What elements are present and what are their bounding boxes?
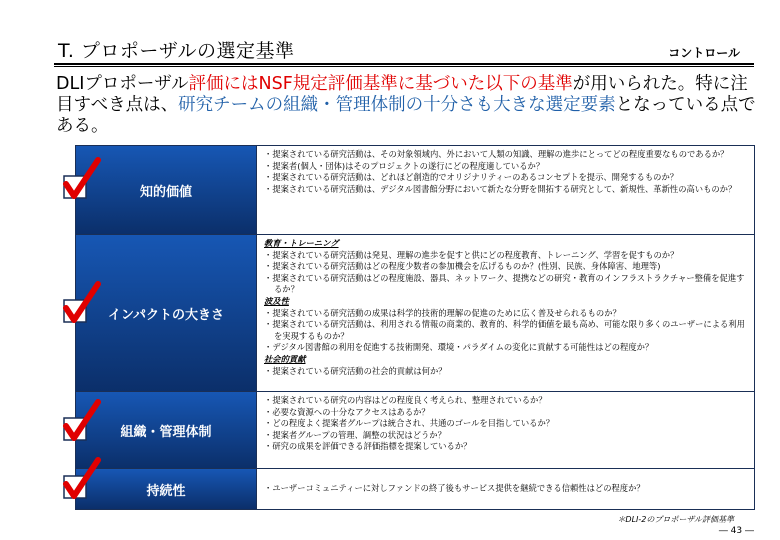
- section-label: コントロール: [668, 46, 740, 60]
- check-icon: [58, 156, 106, 204]
- criteria-item: ・ 提案されている研究活動の社会的貢献は何か？: [264, 366, 748, 378]
- criteria-item: ・ ユーザーコミュニティーに対しファンドの終了後もサービス提供を継続できる信頼性はどの程度か？: [264, 483, 645, 495]
- criteria-item: ・ 提案されている研究活動は、その対象領域内、外において人類の知識、理解の進歩にとってどの程度重要なものであるか？: [264, 149, 748, 161]
- criteria-name: インパクトの大きさ: [76, 235, 256, 391]
- page-number: ― 43 ―: [718, 526, 754, 536]
- criteria-item: ・ 提案者(個人・団体)はそのプロジェクトの遂行にどの程度適しているか？: [264, 161, 748, 173]
- criteria-row-sustainability: [76, 468, 754, 509]
- check-icon: [58, 456, 106, 504]
- criteria-item: ・ どの程度よく提案者グループは統合され、共通のゴールを目指しているか？: [264, 418, 748, 430]
- criteria-name: 知的価値: [76, 146, 256, 234]
- criteria-item: ・ 提案されている研究活動はどの程度少数者の参加機会を広げるものか？(性別、民族、身体障害、地理等): [264, 261, 748, 273]
- criteria-name: 持続性: [76, 469, 256, 509]
- criteria-name: 組織・管理体制: [76, 392, 256, 468]
- criteria-description: [256, 392, 754, 468]
- criteria-row-intellectual: [76, 146, 754, 234]
- criteria-item: ・ デジタル図書館の利用を促進する技術開発、環境・パラダイムの変化に貢献する可能性はどの程度か？: [264, 342, 748, 354]
- headline-part1: DLIプロポーザル: [56, 74, 189, 94]
- subheading: 波及性: [264, 295, 289, 306]
- headline: [56, 74, 761, 137]
- check-icon: [58, 398, 106, 446]
- subheading: 社会的貢献: [264, 353, 306, 364]
- criteria-item: ・ 提案者グループの管理、調整の状況はどうか？: [264, 430, 748, 442]
- criteria-item: ・ 提案されている研究の内容はどの程度良く考えられ、整理されているか？: [264, 395, 748, 407]
- title-rule-thin: [54, 66, 754, 67]
- criteria-row-organization: [76, 391, 754, 468]
- criteria-item: ・ 研究の成果を評価できる評価指標を提案しているか？: [264, 441, 748, 453]
- criteria-row-impact: [76, 234, 754, 391]
- check-icon: [58, 280, 106, 328]
- criteria-item: ・ 提案されている研究活動は、デジタル図書館分野において新たな分野を開拓する研究として、新規性、革新性の高いものか？: [264, 184, 748, 196]
- headline-part5: となっている点である。: [56, 95, 756, 136]
- criteria-item: ・ 提案されている研究活動は、利用される情報の商業的、教育的、科学的価値を最も高め、可能な限り多くのユーザーによる利用を実現するものか？: [264, 319, 748, 342]
- criteria-item: ・ 提案されている研究活動はどの程度施設、器具、ネットワーク、提携などの研究・教育のインフラストラクチャー整備を促進するか？: [264, 273, 748, 296]
- headline-part3: が用いられた。特に注目すべき点は、: [56, 74, 748, 115]
- criteria-item: ・ 必要な資源への十分なアクセスはあるか？: [264, 407, 748, 419]
- criteria-item: ・ 提案されている研究活動は、どれほど創造的でオリジナリティーのあるコンセプトを提示、開発するものか？: [264, 172, 748, 184]
- criteria-table: [75, 145, 755, 510]
- headline-part2: 評価にはNSF規定評価基準に基づいた以下の基準: [188, 74, 573, 94]
- page-title: T. プロポーザルの選定基準: [58, 40, 295, 62]
- criteria-item: ・ 提案されている研究活動の成果は科学的技術的理解の促進のために広く普及せられるものか？: [264, 308, 748, 320]
- headline-part4: 研究チームの組織・管理体制の十分さも大きな選定要素: [178, 95, 616, 115]
- criteria-item: ・ 提案されている研究活動は発見、理解の進歩を促すと供にどの程度教育、トレーニング、学習を促すものか？: [264, 250, 748, 262]
- title-rule: [54, 63, 754, 65]
- criteria-description: [256, 469, 754, 509]
- criteria-description: [256, 146, 754, 234]
- subheading: 教育・トレーニング: [264, 238, 339, 248]
- criteria-description: [256, 235, 754, 391]
- footnote: ＊DLI-2のプロポーザル評価基準: [617, 515, 734, 524]
